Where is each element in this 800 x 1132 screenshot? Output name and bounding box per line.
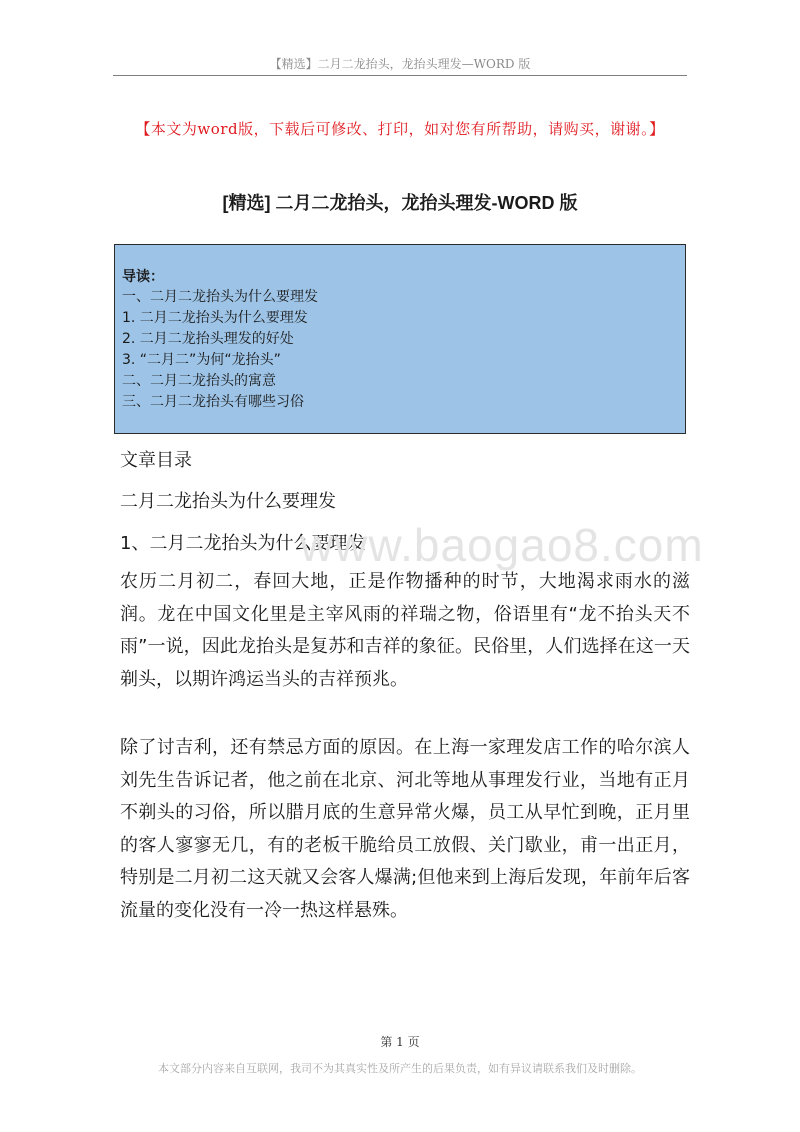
body-paragraph: 除了讨吉利，还有禁忌方面的原因。在上海一家理发店工作的哈尔滨人刘先生告诉记者，他之前在北京、河北等地从事理发行业，当地有正月不剃头的习俗，所以腊月底的生意异常火爆，员工从早忙到晚，正月里的客人寥寥无几，有的老板干脆给员工放假、关门歇业，甫一出正月，特别是二月初二这天就又会客人爆满;但他来到上海后发现，年前年后客流量的变化没有一冷一热这样悬殊。 bbox=[120, 737, 690, 921]
document-title: [精选] 二月二龙抬头，龙抬头理发-WORD 版 bbox=[222, 193, 578, 213]
guide-box bbox=[114, 244, 686, 434]
guide-item: 二、二月二龙抬头的寓意 bbox=[122, 373, 276, 389]
body-paragraph: 农历二月初二，春回大地，正是作物播种的时节，大地渴求雨水的滋润。龙在中国文化里是主宰风雨的祥瑞之物，俗语里有“龙不抬头天不雨”一说，因此龙抬头是复苏和吉祥的象征。民俗里，人们选择在这一天剃头，以期许鸿运当头的吉祥预兆。 bbox=[120, 571, 690, 690]
word-version-notice: 【本文为word版，下载后可修改、打印，如对您有所帮助，请购买，谢谢。】 bbox=[135, 120, 665, 138]
watermark: www.baogao8.com bbox=[300, 519, 704, 571]
running-header: 【精选】二月二龙抬头，龙抬头理发—WORD 版 bbox=[269, 57, 531, 71]
guide-item: 1. 二月二龙抬头为什么要理发 bbox=[122, 310, 308, 326]
footer-disclaimer: 本文部分内容来自互联网，我司不为其真实性及所产生的后果负责，如有异议请联系我们及时删除。 bbox=[158, 1062, 642, 1075]
header-divider bbox=[113, 75, 687, 76]
page-number: 第 1 页 bbox=[380, 1035, 420, 1049]
guide-item: 3. “二月二”为何“龙抬头” bbox=[122, 352, 281, 368]
guide-item: 2. 二月二龙抬头理发的好处 bbox=[122, 331, 294, 347]
section-heading: 二月二龙抬头为什么要理发 bbox=[120, 491, 336, 512]
toc-label: 文章目录 bbox=[120, 450, 192, 471]
sub-heading: 1、二月二龙抬头为什么要理发 bbox=[120, 533, 366, 554]
guide-title: 导读： bbox=[122, 268, 164, 284]
guide-item: 一、二月二龙抬头为什么要理发 bbox=[122, 289, 318, 305]
guide-item: 三、二月二龙抬头有哪些习俗 bbox=[122, 394, 304, 410]
